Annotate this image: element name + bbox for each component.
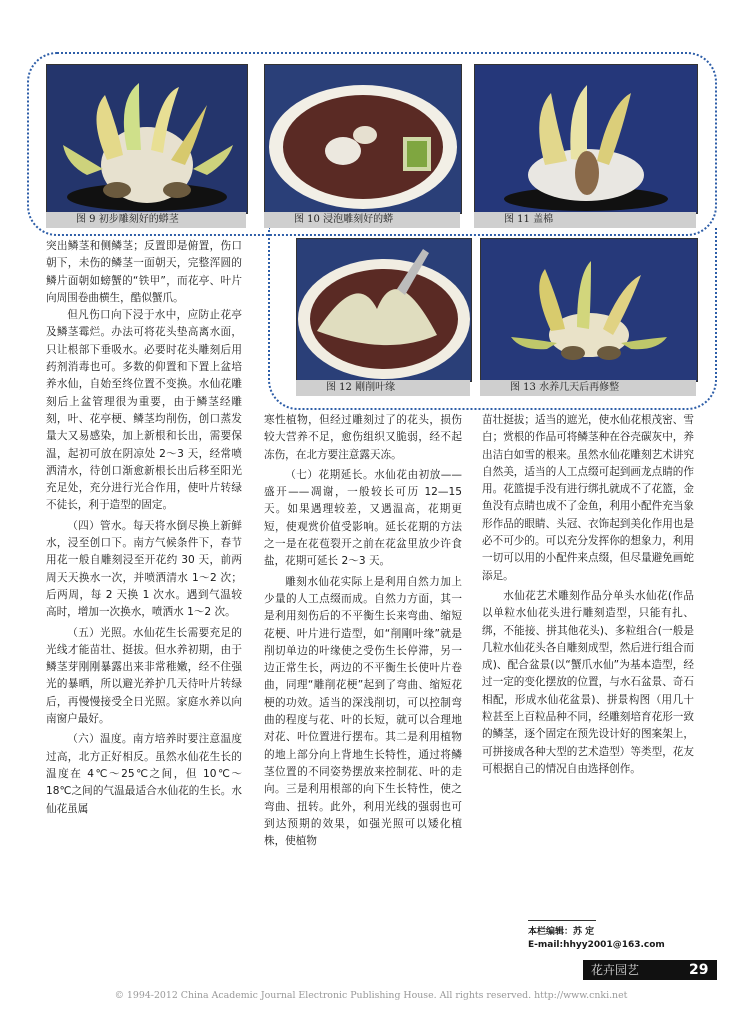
figure-11-caption: 图 11 盖棉	[474, 212, 696, 228]
figure-13-photo	[480, 238, 698, 382]
editor-credit	[528, 920, 665, 952]
col1-paragraph-light: （五）光照。水仙花生长需要充足的光线才能苗壮、挺拔。但水养初期，由于鳞茎芽刚刚暴露出来非常稚嫩，经不住强光的暴晒，所以避光养护几天待叶片转绿后，再慢慢接受全日光照。家庭水养以向南窗户最好。	[46, 626, 242, 726]
figure-12-photo	[296, 238, 472, 382]
figure-9-photo	[46, 64, 248, 214]
figure-10-photo	[264, 64, 462, 214]
figure-13-caption: 图 13 水养几天后再修整	[480, 380, 696, 396]
magazine-brand: 花卉园艺	[591, 963, 640, 977]
col3-paragraph-2: 水仙花艺术雕刻作品分单头水仙花(作品以单粒水仙花头进行雕刻造型，只能有扎、绑，不能接、拼其他花头)、多粒组合(一般是几粒水仙花头各自雕刻成型，然后进行组合而成)、配合盆景(以“蟹爪水仙”为基本造型，经过一定的变化摆放的位置，与水石盆景、奇石相配，形成水仙花盆景)、拼景构图（用几十粒甚至上百粒品种不同，经雕刻培育花形一致的鳞茎，逐个固定在预先设计好的图案架上，可拼接成各种大型的艺术造型）等类型，花友可根据自己的情况自由选择创作。	[482, 589, 694, 775]
article-column-3	[482, 412, 694, 778]
editor-email: E-mail:hhyy2001@163.com	[528, 940, 665, 950]
figure-9-caption: 图 9 初步雕刻好的蟒茎	[46, 212, 246, 228]
page-folio	[583, 960, 717, 980]
col2-paragraph-1: 寒性植物，但经过雕刻过了的花头，损伤较大营养不足，愈伤组织又脆弱，经不起冻伤，在北方要注意露天冻。	[264, 414, 462, 461]
figure-11-photo	[474, 64, 698, 214]
col1-paragraph-2: 但凡伤口向下浸于水中，应防止花亭及鳞茎霉烂。办法可将花头垫高离水面，只让根部下垂吸水。必要时花头雕刻后用药剂消毒也可。多数的仰置和下置上盆培养水仙，自始至终位置不变换。水仙花雕刻后上盆管理很为重要，由于鳞茎经雕刻，叶、花亭梗、鳞茎均削伤，创口蒸发量大又易感染，加上新根和长出，需要保温，起初可放在阴凉处 2～3 天，经常喷洒清水，待创口渐愈新根长出后移至阳光充足处，充分进行光合作用，使叶片转绿不徒长，利于造型的固定。	[46, 309, 242, 512]
col1-paragraph-1: 突出鳞茎和侧鳞茎；反置即是俯置，伤口朝下，未伤的鳞茎一面朝天，完整浑圆的鳞片面朝如螃蟹的“铁甲”，而花亭、叶片向周围卷曲横生，酷似蟹爪。	[46, 240, 242, 304]
col2-paragraph-3: 雕刻水仙花实际上是利用自然力加上少量的人工点缀而成。自然力方面，其一是利用刻伤后的不平衡生长来弯曲、缩短花梗、叶片进行造型，如“削剛叶缘”就是削切单边的叶缘使之受伤生长停滞，另一边正常生长，两边的不平衡生长使叶片卷曲，同理“雕削花梗”起到了弯曲、缩短花梗的功效。适当的深浅削切，可以控制弯曲的程度与花、叶的长短，就可以合理地对花、叶位置进行摆布。其二是利用植物的地上部分向上背地生长特性，通过将鳞茎位置的不同姿势摆放来控制花、叶的走向。三是利用根部的向下生长特性，使之弯曲、扭转。此外，利用光线的强弱也可到达预期的效果，如强光照可以矮化植株，使植物	[264, 575, 462, 848]
article-column-1	[46, 238, 242, 818]
figure-10-caption: 图 10 浸泡雕刻好的蟒	[264, 212, 460, 228]
col2-paragraph-flowering: （七）花期延长。水仙花由初放——盛开——凋谢，一般较长可历 12—15 天。如果遇理较差，又遇温高，花期更短，使观赏价值受影响。延长花期的方法之一是在花苞裂开之前在花盆里放少许食盐，花期可延长 2～3 天。	[264, 468, 462, 568]
figure-12-caption: 图 12 剛削叶缘	[296, 380, 470, 396]
col1-paragraph-water: （四）管水。每天将水倒尽换上新鲜水，浸至创口下。南方气候条件下，春节用花一般自雕刻浸至开花约 30 天，前两周天天换水一次，并喷洒清水 1～2 次；后两周，每 2 天换 1 次水。遇到气温较高时，增加一次换水，喷洒水 1～2 次。	[46, 519, 242, 619]
copyright-footer: © 1994-2012 China Academic Journal Electronic Publishing House. All rights reserved. http://www.cnki.net	[114, 990, 628, 1001]
article-column-2	[264, 412, 462, 850]
page-number: 29	[689, 962, 709, 978]
editor-rule	[528, 920, 596, 921]
col3-paragraph-1: 苗壮挺拔；适当的遮光，使水仙花根茂密、雪白；赏根的作品可将鳞茎种在谷壳碳灰中，养出洁白如雪的根来。虽然水仙花雕刻艺术讲究自然美，适当的人工点缀可起到画龙点睛的作用。花篮提手没有进行绑扎就成不了花篮，金鱼没有点睛也成不了金鱼，利用小配件充当象形作品的眼睛、头冠、衣饰起到美化作用也是必不可少的。可以充分发挥你的想象力，利用一切可以用的小配件来点缀，但尽量避免画蛇添足。	[482, 414, 694, 582]
editor-name: 本栏编辑：苏 定	[528, 927, 595, 937]
col1-paragraph-temperature: （六）温度。南方培养时要注意温度过高，北方正好相反。虽然水仙花生长的温度在 4℃～25℃之间，但 10℃～18℃之间的气温最适合水仙花的生长。水仙花虽属	[46, 733, 242, 815]
